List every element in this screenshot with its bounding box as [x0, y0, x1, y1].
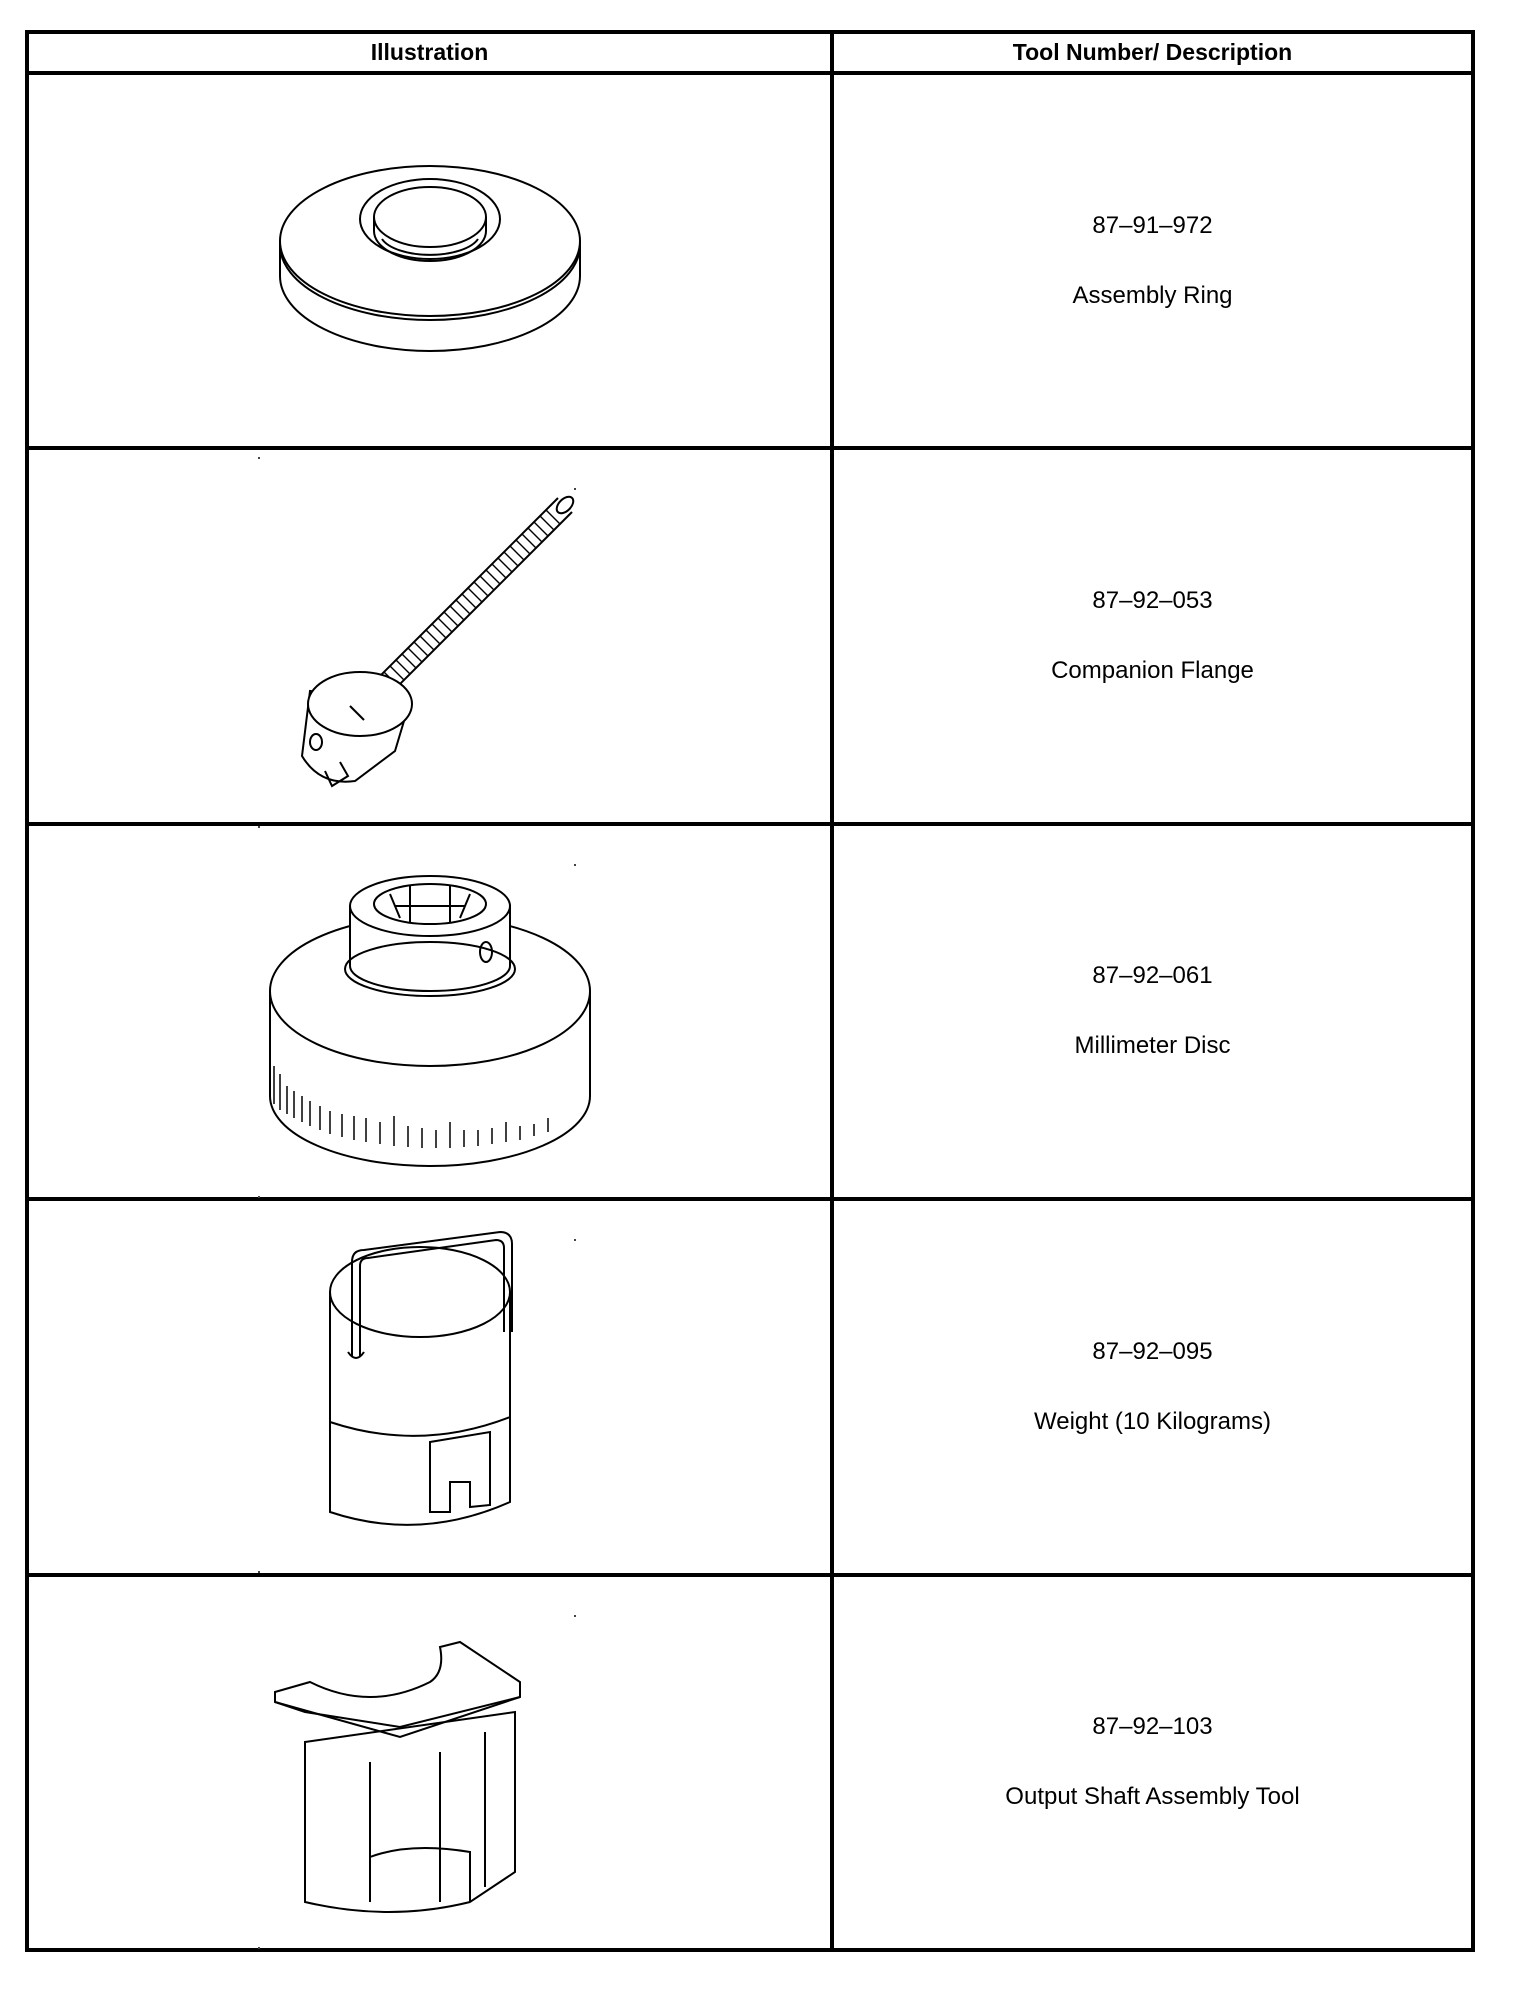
tool-info-cell [832, 1575, 1473, 1950]
tool-description-header: Tool Number/ Description [832, 32, 1473, 73]
illustration-cell [27, 1199, 832, 1574]
tool-description: Assembly Ring [1072, 281, 1233, 309]
tool-number: 87–92–095 [1092, 1337, 1213, 1365]
tool-table [25, 30, 1475, 1952]
illustration-cell [27, 824, 832, 1199]
table-row [27, 1199, 1473, 1574]
tool-number: 87–91–972 [1092, 211, 1213, 239]
output-shaft-assembly-tool-illustration [270, 1602, 590, 1922]
table-header-row [27, 32, 1473, 73]
tool-description: Millimeter Disc [1074, 1032, 1231, 1060]
assembly-ring-illustration [270, 131, 590, 391]
tool-number: 87–92–053 [1092, 587, 1213, 615]
table-row [27, 448, 1473, 823]
table-row [27, 824, 1473, 1199]
illustration-header: Illustration [27, 32, 832, 73]
companion-flange-illustration [260, 476, 600, 796]
table-row [27, 73, 1473, 448]
table-row [27, 1575, 1473, 1950]
tool-number: 87–92–061 [1092, 962, 1213, 990]
illustration-cell [27, 73, 832, 448]
weight-illustration [300, 1222, 560, 1552]
tool-info-cell [832, 73, 1473, 448]
tool-number: 87–92–103 [1092, 1713, 1213, 1741]
illustration-cell [27, 1575, 832, 1950]
tool-info-cell [832, 824, 1473, 1199]
tool-description: Output Shaft Assembly Tool [1005, 1783, 1300, 1811]
tool-info-cell [832, 1199, 1473, 1574]
tool-description: Weight (10 Kilograms) [1034, 1407, 1271, 1435]
illustration-cell [27, 448, 832, 823]
millimeter-disc-illustration [260, 846, 600, 1176]
tool-info-cell [832, 448, 1473, 823]
tool-description: Companion Flange [1051, 657, 1254, 685]
